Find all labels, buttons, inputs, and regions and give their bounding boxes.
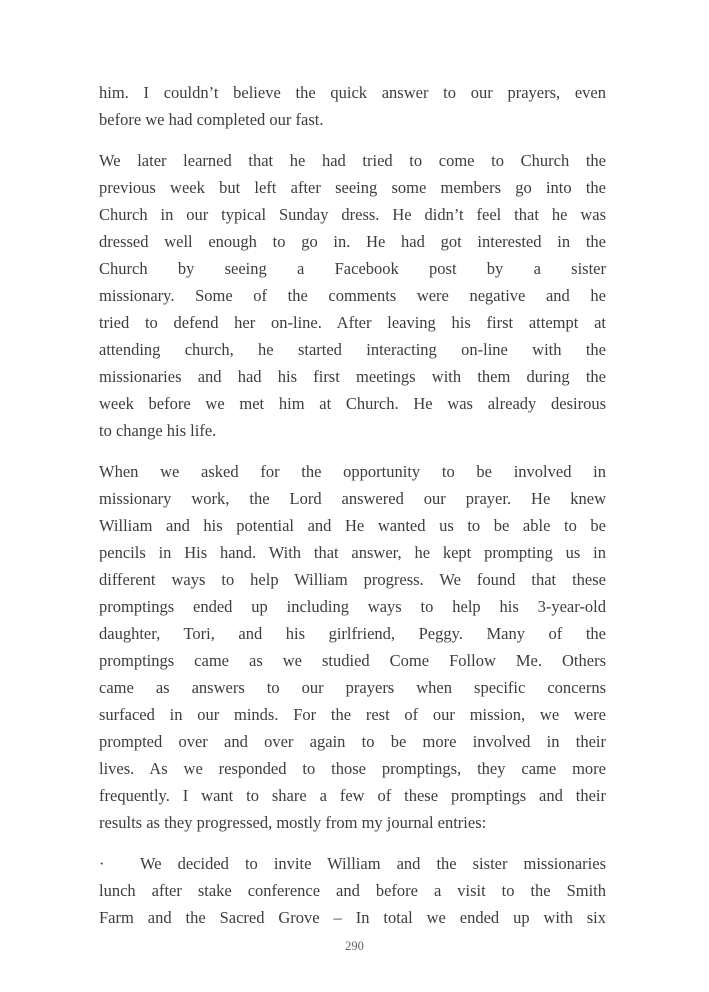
text-line: results as they progressed, mostly from my journal entries: (99, 813, 487, 832)
paragraph (99, 79, 606, 133)
bullet-list-item-line (99, 850, 606, 877)
text-line: to change his life. (99, 421, 217, 440)
paragraph (99, 458, 606, 836)
bullet-text: We decided to invite William and the sister missionaries (140, 854, 606, 873)
text-line: William and his potential and He wanted us to be able to be (99, 516, 606, 535)
page-text-block (99, 79, 606, 945)
bullet-paragraph (99, 850, 606, 931)
text-line: Church in our typical Sunday dress. He didn’t feel that he was (99, 205, 606, 224)
text-line: previous week but left after seeing some members go into the (99, 178, 606, 197)
text-line: When we asked for the opportunity to be involved in (99, 462, 606, 481)
text-line: Farm and the Sacred Grove – In total we ended up with six (99, 908, 606, 927)
page-number: 290 (345, 939, 364, 953)
text-line: pencils in His hand. With that answer, he kept prompting us in (99, 543, 606, 562)
text-line: attending church, he started interacting on-line with the (99, 340, 606, 359)
text-line: came as answers to our prayers when specific concerns (99, 678, 606, 697)
text-line: promptings came as we studied Come Follow Me. Others (99, 651, 606, 670)
text-line: before we had completed our fast. (99, 110, 324, 129)
text-line: prompted over and over again to be more involved in their (99, 732, 606, 751)
bullet-marker: · (99, 854, 105, 873)
text-line: different ways to help William progress. We found that these (99, 570, 606, 589)
text-line: missionary. Some of the comments were negative and he (99, 286, 606, 305)
text-line: week before we met him at Church. He was already desirous (99, 394, 606, 413)
text-line: daughter, Tori, and his girlfriend, Peggy. Many of the (99, 624, 606, 643)
text-line: tried to defend her on-line. After leaving his first attempt at (99, 313, 606, 332)
text-line: promptings ended up including ways to help his 3-year-old (99, 597, 606, 616)
text-line: We later learned that he had tried to come to Church the (99, 151, 606, 170)
text-line: missionary work, the Lord answered our prayer. He knew (99, 489, 606, 508)
text-line: surfaced in our minds. For the rest of our mission, we were (99, 705, 606, 724)
text-line: Church by seeing a Facebook post by a sister (99, 259, 606, 278)
text-line: dressed well enough to go in. He had got interested in the (99, 232, 606, 251)
text-line: frequently. I want to share a few of these promptings and their (99, 786, 606, 805)
text-line: lives. As we responded to those promptings, they came more (99, 759, 606, 778)
text-line: missionaries and had his first meetings with them during the (99, 367, 606, 386)
text-line: lunch after stake conference and before a visit to the Smith (99, 881, 606, 900)
paragraph (99, 147, 606, 444)
text-line: him. I couldn’t believe the quick answer to our prayers, even (99, 83, 606, 102)
